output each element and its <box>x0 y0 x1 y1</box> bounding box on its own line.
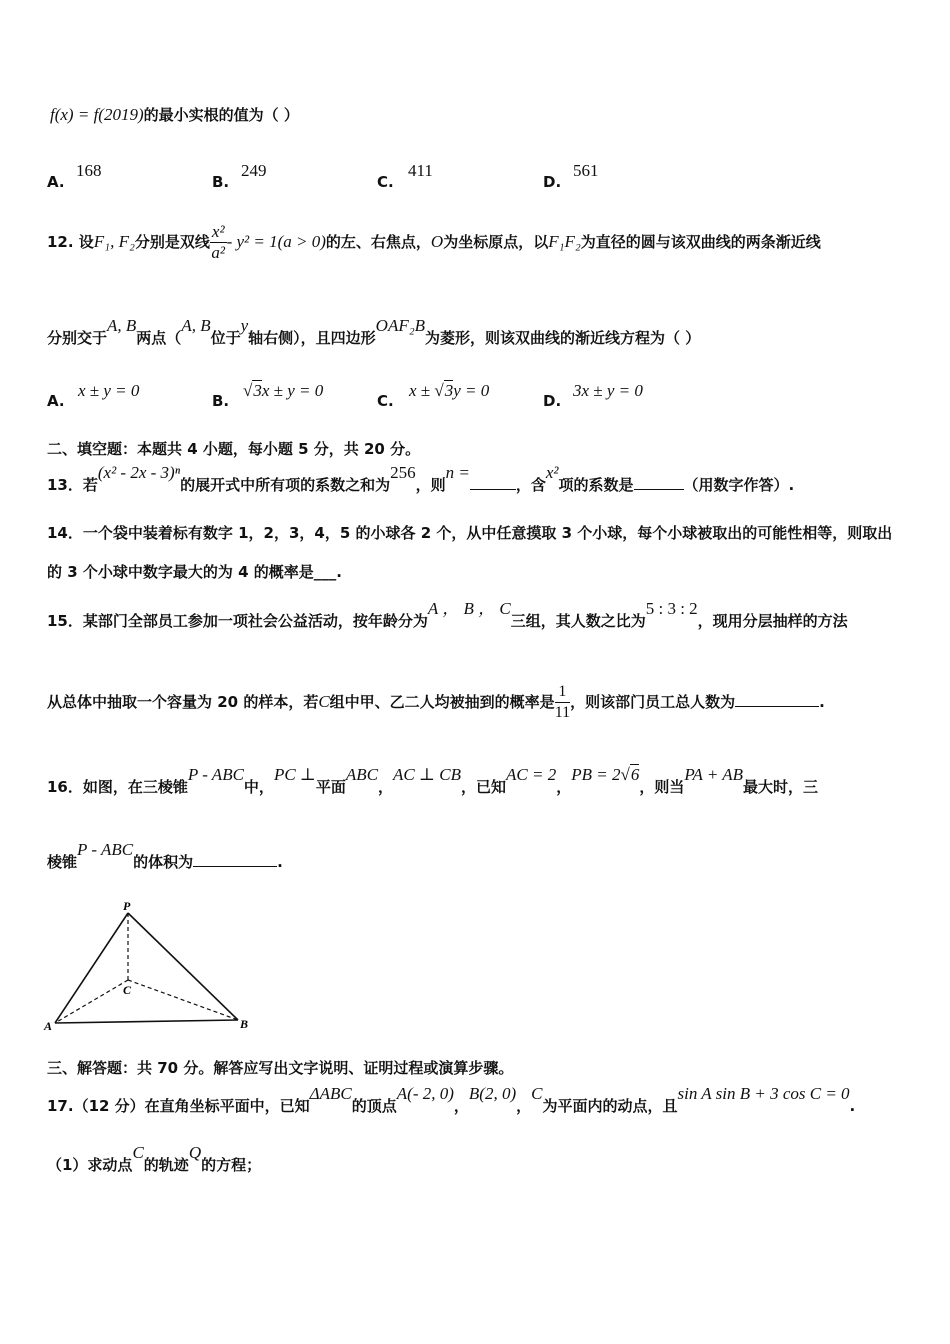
q11-option-b-value: 249 <box>241 161 267 180</box>
q11-option-a: A. <box>47 173 65 191</box>
q11-option-d-value: 561 <box>573 161 599 180</box>
q13: 13．若(x² - 2x - 3)ⁿ的展开式中所有项的系数之和为256，则n =，含x²项的系数是 （用数字作答）. <box>47 463 795 494</box>
label-b: B <box>240 1017 249 1031</box>
edge-bc <box>128 980 238 1020</box>
q12-option-d-value: 3x ± y = 0 <box>573 381 643 400</box>
q12-option-a: A. <box>47 392 65 410</box>
q16-pb: PB = 2√6 <box>571 765 640 784</box>
q12-option-d: D. <box>543 392 562 410</box>
edge-ac <box>55 980 128 1023</box>
q13-blank-n[interactable] <box>470 475 516 490</box>
q12-option-b: B. <box>212 392 230 410</box>
q11-stem <box>50 104 299 125</box>
q11-option-a-value: 168 <box>76 161 102 180</box>
q13-blank-coef[interactable] <box>634 475 684 490</box>
q12-option-c-value: x ± √3y = 0 <box>409 381 490 400</box>
q15-line2: 从总体中抽取一个容量为 20 的样本，若C组中甲、乙二人均被抽到的概率是 $\frac{1}{11}$ ，则该部门员工总人数为 . <box>47 683 825 721</box>
label-a: A <box>44 1019 53 1033</box>
q11-option-d: D. <box>543 173 562 191</box>
section-2-heading: 二、填空题：本题共 4 小题，每小题 5 分，共 20 分。 <box>47 440 421 458</box>
q15-blank[interactable] <box>735 692 819 707</box>
q12-option-a-value: x ± y = 0 <box>78 381 140 400</box>
q11-option-c: C. <box>377 173 394 191</box>
q16-blank[interactable] <box>193 852 277 867</box>
q15-fraction: $\frac{1}{11}$ <box>554 683 571 721</box>
section-3-heading: 三、解答题：共 70 分。解答应写出文字说明、证明过程或演算步骤。 <box>47 1059 514 1077</box>
q12-option-c: C. <box>377 392 394 410</box>
q12-line1: 12. 设F₁, F₂分别是双线 $\frac{\text{x²}}{\text{a²}}$ - y² = 1(a > 0)的左、右焦点，O为坐标原点，以F₁F₂为直径的圆与该双曲线的两条渐近线 <box>47 222 821 262</box>
q11-option-c-value: 411 <box>408 161 433 180</box>
q16-line1: 16．如图，在三棱锥P - ABC中，PC ⊥平面ABC，AC ⊥ CB，已知AC = 2，PB = 2√6，则当PA + AB最大时，三 <box>47 765 819 796</box>
q17-part1: （1）求动点C的轨迹Q的方程； <box>47 1143 262 1174</box>
edge-ab <box>55 1020 238 1023</box>
q12-fraction: $\frac{\text{x²}}{\text{a²}}$ <box>211 222 226 262</box>
pyramid-figure <box>40 895 260 1040</box>
q11-option-b: B. <box>212 173 230 191</box>
edge-pb <box>128 913 238 1020</box>
q12-line2: 分别交于A, B两点（A, B位于y轴右侧），且四边形OAF₂B为菱形，则该双曲线的渐近线方程为（ ） <box>47 316 701 347</box>
label-p: P <box>123 899 131 913</box>
q16-line2: 棱锥P - ABC的体积为 . <box>47 840 283 871</box>
q12-option-b-value: √3x ± y = 0 <box>243 381 324 400</box>
label-c: C <box>123 983 132 997</box>
q14-line1: 14．一个袋中装着标有数字 1，2，3，4，5 的小球各 2 个，从中任意摸取 3 个小球，每个小球被取出的可能性相等，则取出 <box>47 524 893 542</box>
q17-stem: 17.（12 分）在直角坐标平面中，已知ΔABC的顶点A(- 2, 0)，B(2, 0)，C为平面内的动点，且sin A sin B + 3 cos C = 0. <box>47 1084 856 1115</box>
q15-line1: 15．某部门全部员工参加一项社会公益活动，按年龄分为A ， B ， C三组，其人数之比为5 : 3 : 2，现用分层抽样的方法 <box>47 599 848 630</box>
q14-line2: 的 3 个小球中数字最大的为 4 的概率是___. <box>47 563 342 581</box>
q11-text: 的最小实根的值为（ ） <box>143 106 299 124</box>
edge-pa <box>55 913 128 1023</box>
q11-math: f(x) = f(2019) <box>50 105 144 124</box>
